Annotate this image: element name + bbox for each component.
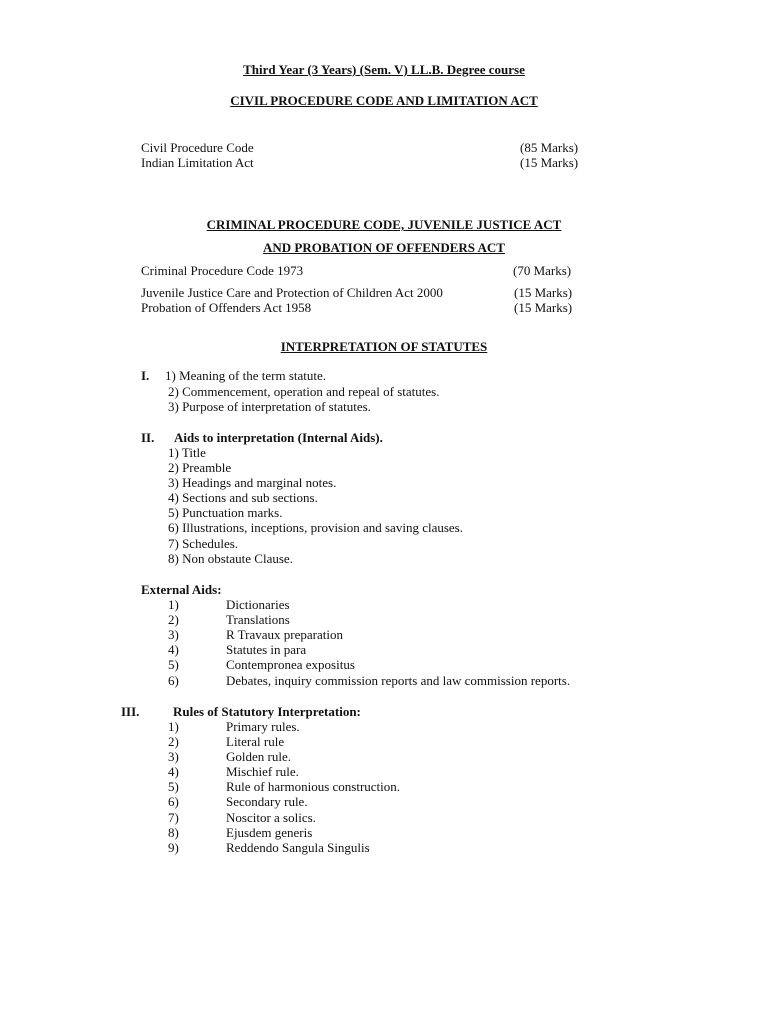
part3-numeral: III.: [121, 704, 140, 719]
rule-item-text: Mischief rule.: [226, 764, 299, 779]
marks-civil-procedure: (85 Marks): [520, 140, 579, 155]
external-item-num: 2): [168, 612, 179, 627]
external-item-text: Translations: [226, 612, 290, 627]
part2-item: 7) Schedules.: [168, 536, 239, 551]
rule-item-text: Secondary rule.: [226, 794, 308, 809]
rule-item-text: Golden rule.: [226, 749, 291, 764]
marks-probation-offenders: (15 Marks): [514, 300, 573, 315]
rule-item-num: 6): [168, 794, 179, 809]
part2-item: 2) Preamble: [168, 460, 232, 475]
rule-item-text: Ejusdem generis: [226, 825, 313, 840]
rule-item-num: 5): [168, 779, 179, 794]
subject-probation-offenders: Probation of Offenders Act 1958: [141, 300, 312, 315]
marks-criminal-procedure: (70 Marks): [513, 263, 572, 278]
marks-limitation-act: (15 Marks): [520, 155, 579, 170]
subject-criminal-procedure: Criminal Procedure Code 1973: [141, 263, 304, 278]
external-item-text: Statutes in para: [226, 642, 307, 657]
part1-item: 1) Meaning of the term statute.: [165, 368, 327, 383]
part2-item: 4) Sections and sub sections.: [168, 490, 318, 505]
rule-item-num: 9): [168, 840, 179, 855]
rule-item-text: Primary rules.: [226, 719, 300, 734]
subject-civil-procedure: Civil Procedure Code: [141, 140, 254, 155]
part2-item: 3) Headings and marginal notes.: [168, 475, 337, 490]
external-item-num: 3): [168, 627, 179, 642]
part1-item: 2) Commencement, operation and repeal of statutes.: [168, 384, 440, 399]
part3-heading: Rules of Statutory Interpretation:: [173, 704, 361, 719]
external-item-text: Contempronea expositus: [226, 657, 355, 672]
rule-item-num: 8): [168, 825, 179, 840]
part1-numeral: I.: [141, 368, 150, 383]
subject-juvenile-justice: Juvenile Justice Care and Protection of Children Act 2000: [141, 285, 443, 300]
part2-item: 5) Punctuation marks.: [168, 505, 283, 520]
external-item-num: 6): [168, 673, 179, 688]
external-item-num: 5): [168, 657, 179, 672]
part1-item: 3) Purpose of interpretation of statutes.: [168, 399, 371, 414]
external-item-num: 4): [168, 642, 179, 657]
section2-title-line2: AND PROBATION OF OFFENDERS ACT: [263, 240, 505, 255]
rule-item-num: 2): [168, 734, 179, 749]
external-aids-heading: External Aids:: [141, 582, 222, 597]
part2-numeral: II.: [141, 430, 155, 445]
external-item-text: Debates, inquiry commission reports and law commission reports.: [226, 673, 571, 688]
part2-item: 8) Non obstaute Clause.: [168, 551, 293, 566]
rule-item-text: Reddendo Sangula Singulis: [226, 840, 370, 855]
external-item-text: Dictionaries: [226, 597, 290, 612]
section3-title: INTERPRETATION OF STATUTES: [280, 339, 488, 354]
rule-item-text: Noscitor a solics.: [226, 810, 316, 825]
part2-item: 1) Title: [168, 445, 206, 460]
subject-limitation-act: Indian Limitation Act: [141, 155, 254, 170]
section1-title: CIVIL PROCEDURE CODE AND LIMITATION ACT: [230, 93, 538, 108]
external-item-num: 1): [168, 597, 179, 612]
rule-item-text: Rule of harmonious construction.: [226, 779, 401, 794]
marks-juvenile-justice: (15 Marks): [514, 285, 573, 300]
part2-item: 6) Illustrations, inceptions, provision and saving clauses.: [168, 520, 463, 535]
rule-item-num: 4): [168, 764, 179, 779]
section2-title-line1: CRIMINAL PROCEDURE CODE, JUVENILE JUSTICE ACT: [206, 217, 562, 232]
rule-item-num: 7): [168, 810, 179, 825]
rule-item-num: 3): [168, 749, 179, 764]
rule-item-text: Literal rule: [226, 734, 285, 749]
rule-item-num: 1): [168, 719, 179, 734]
external-item-text: R Travaux preparation: [226, 627, 343, 642]
part2-heading: Aids to interpretation (Internal Aids).: [174, 430, 383, 445]
course-title: Third Year (3 Years) (Sem. V) LL.B. Degree course: [243, 62, 525, 77]
